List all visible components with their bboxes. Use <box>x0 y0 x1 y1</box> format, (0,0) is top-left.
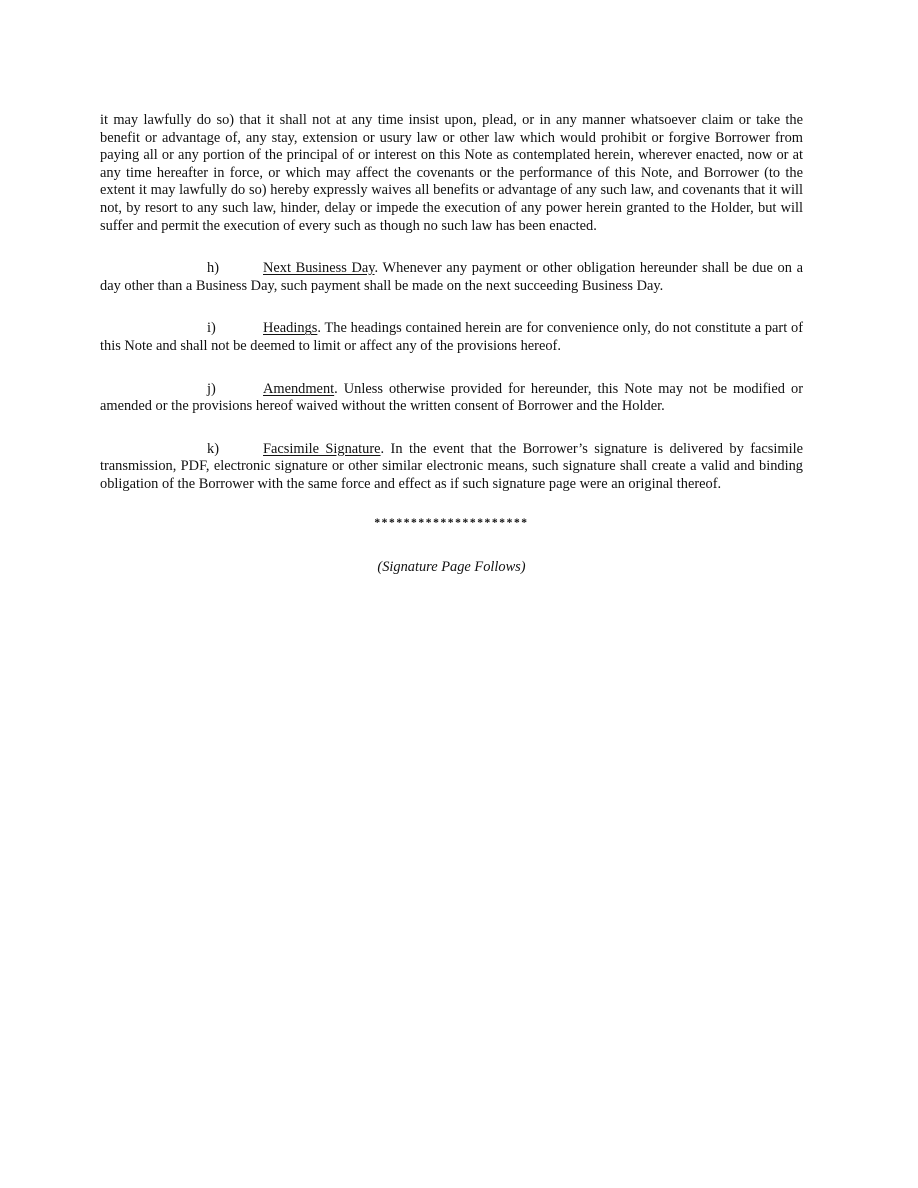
section-body: . In the event that the Borrower’s signature is delivered by facsimile transmission, PDF, electronic signature or other similar electronic means, such signature shall create a valid and binding obligation of the Borrower with the same force and effect as if such signature page were an original thereof. <box>100 440 803 492</box>
section-marker: i) <box>207 320 216 337</box>
section-marker: j) <box>207 380 216 397</box>
intro-paragraph: it may lawfully do so) that it shall not at any time insist upon, plead, or in any manner whatsoever claim or take the benefit or advantage of, any stay, extension or usury law or other law which would prohibit or forgive Borrower from paying all or any portion of the principal of or interest on this Note as contemplated herein, wherever enacted, now or at any time hereafter in force, or which may affect the covenants or the performance of this Note, and Borrower (to the extent it may lawfully do so) hereby expressly waives all benefits or advantage of any such law, and covenants that it will not, by resort to any such law, hinder, delay or impede the execution of any power herein granted to the Holder, but will suffer and permit the execution of every such as though no such law has been enacted. <box>100 112 803 234</box>
section-heading: Next Business Day <box>263 260 375 277</box>
section-heading: Facsimile Signature <box>263 440 381 457</box>
section-marker: h) <box>207 260 219 277</box>
signature-page-note: (Signature Page Follows) <box>377 559 526 576</box>
section-h <box>100 260 803 295</box>
asterisk-separator: ********************* <box>374 516 529 529</box>
section-heading: Headings <box>263 320 318 337</box>
section-i <box>100 320 803 355</box>
section-marker: k) <box>207 440 219 457</box>
section-j <box>100 381 803 416</box>
document-page <box>100 112 803 577</box>
section-body: . Unless otherwise provided for hereunder, this Note may not be modified or amended or the provisions hereof waived without the written consent of Borrower and the Holder. <box>100 380 803 415</box>
section-heading: Amendment <box>263 380 335 397</box>
section-k <box>100 441 803 494</box>
section-body: . Whenever any payment or other obligation hereunder shall be due on a day other than a Business Day, such payment shall be made on the next succeeding Business Day. <box>100 260 803 294</box>
section-body: . The headings contained herein are for convenience only, do not constitute a part of this Note and shall not be deemed to limit or affect any of the provisions hereof. <box>100 320 803 354</box>
